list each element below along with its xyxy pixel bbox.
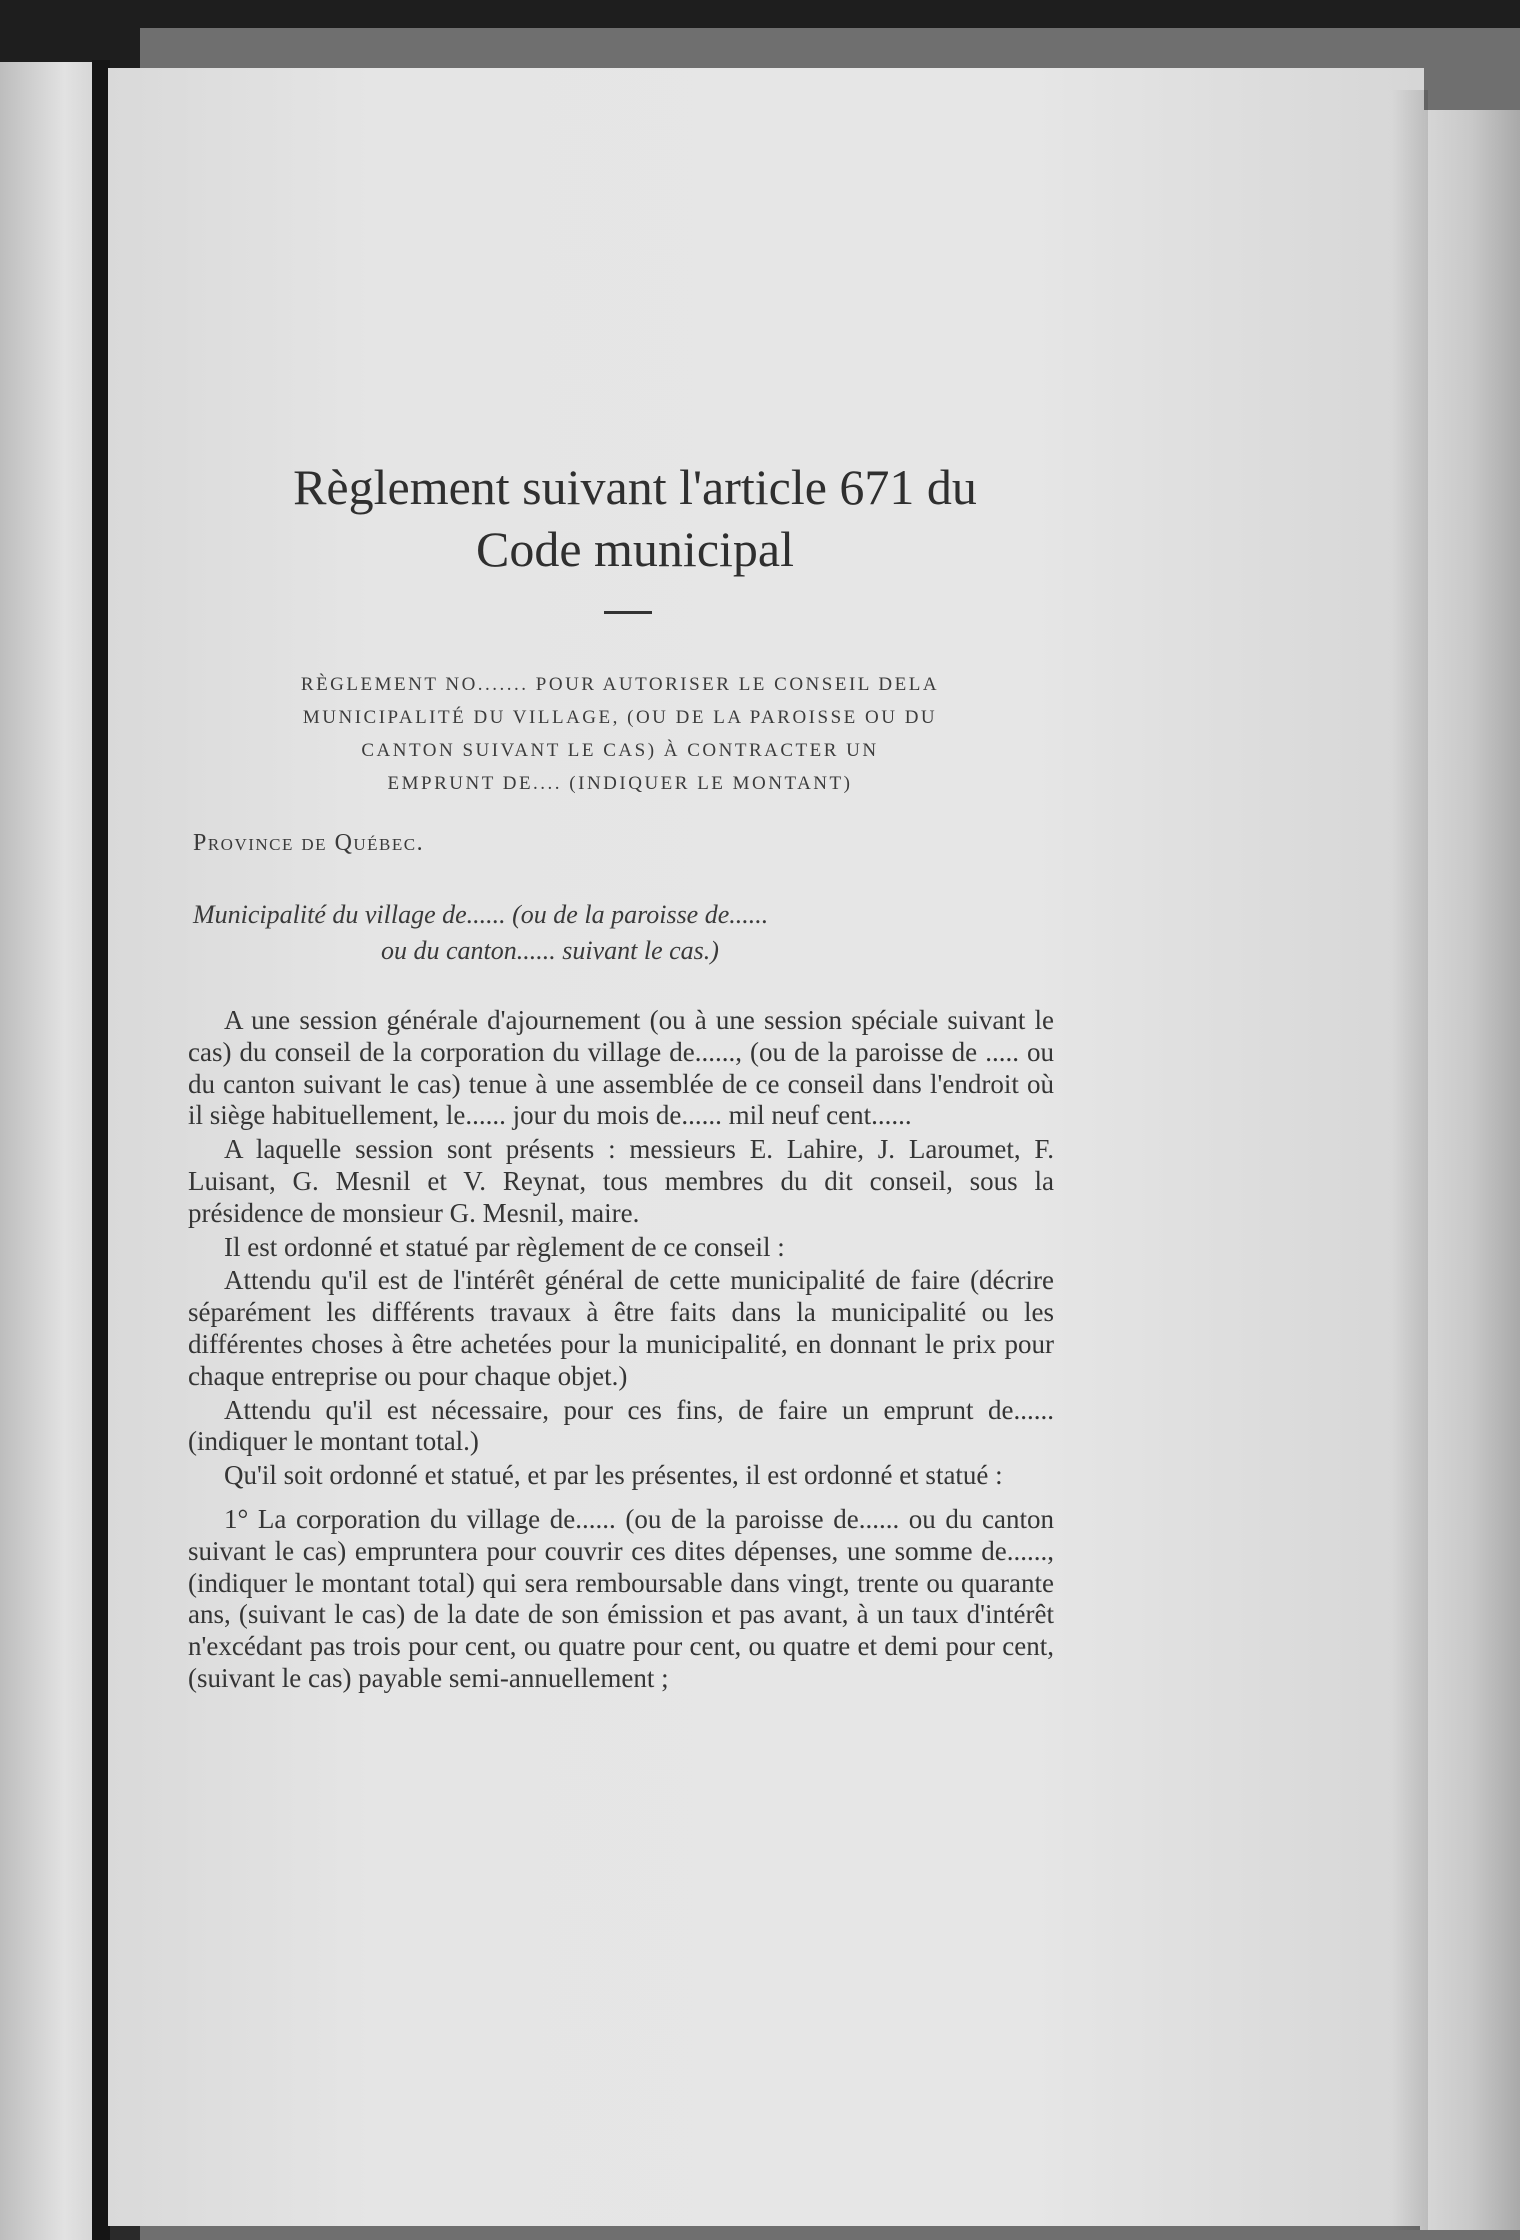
province-line: Province de Québec. — [193, 830, 425, 856]
bylaw-heading-line-3: CANTON SUIVANT LE CAS) À CONTRACTER UN — [361, 740, 879, 761]
bylaw-body — [188, 1005, 1054, 1697]
paragraph-whereas-interest: Attendu qu'il est de l'intérêt général de cette municipalité de faire (décrire séparément les différents travaux à être faits dans la municipalité ou les différentes choses à être achetées pour la municipalité, en donnant le prix pour chaque entreprise ou pour chaque objet.) — [188, 1265, 1054, 1391]
paragraph-session: A une session générale d'ajournement (ou à une session spéciale suivant le cas) du conseil de la corporation du village de......, (ou de la paroisse de ..... ou du canton suivant le cas) tenue à une assemblée de ce conseil dans l'endroit où il siège habituellement, le...... jour du mois de...... mil neuf cent...... — [188, 1005, 1054, 1131]
title-line-2: Code municipal — [476, 521, 794, 577]
bylaw-heading — [190, 668, 1050, 800]
bylaw-heading-line-1: RÈGLEMENT NO....... POUR AUTORISER LE CONSEIL DELA — [300, 674, 940, 695]
paragraph-ordained: Il est ordonné et statué par règlement de ce conseil : — [224, 1231, 785, 1262]
paragraph-present: A laquelle session sont présents : messieurs E. Lahire, J. Laroumet, F. Luisant, G. Mesnil et V. Reynat, tous membres du dit conseil, sous la présidence de monsieur G. Mesnil, maire. — [188, 1134, 1054, 1228]
page-title — [200, 456, 1070, 580]
page-stack-edge — [1420, 110, 1520, 2230]
paragraph-whereas-loan: Attendu qu'il est nécessaire, pour ces fins, de faire un emprunt de...... (indiquer le montant total.) — [188, 1394, 1054, 1457]
facing-left-page — [0, 62, 92, 2240]
paragraph-article-1: 1° La corporation du village de...... (ou de la paroisse de...... ou du canton suivant le cas) empruntera pour couvrir ces dites dépenses, une somme de......, (indiquer le montant total) qui sera remboursable dans vingt, trente ou quarante ans, (suivant le cas) de la date de son émission et pas avant, à un taux d'intérêt n'excédant pas trois pour cent, ou quatre pour cent, ou quatre et demi pour cent, (suivant le cas) payable semi-annuellement ; — [188, 1503, 1054, 1693]
municipality-line-1: Municipalité du village de...... (ou de la paroisse de...... — [193, 900, 769, 929]
page-shadow — [1392, 90, 1428, 2230]
paragraph-enacted: Qu'il soit ordonné et statué, et par les présentes, il est ordonné et statué : — [224, 1460, 1003, 1491]
municipality-line-2: ou du canton...... suivant le cas.) — [381, 936, 719, 965]
title-line-1: Règlement suivant l'article 671 du — [293, 459, 977, 515]
municipality-line — [193, 897, 1063, 969]
bylaw-heading-line-2: MUNICIPALITÉ DU VILLAGE, (OU DE LA PAROISSE OU DU — [302, 707, 938, 728]
title-divider — [604, 611, 652, 614]
bylaw-heading-line-4: EMPRUNT DE.... (INDIQUER LE MONTANT) — [387, 773, 853, 794]
